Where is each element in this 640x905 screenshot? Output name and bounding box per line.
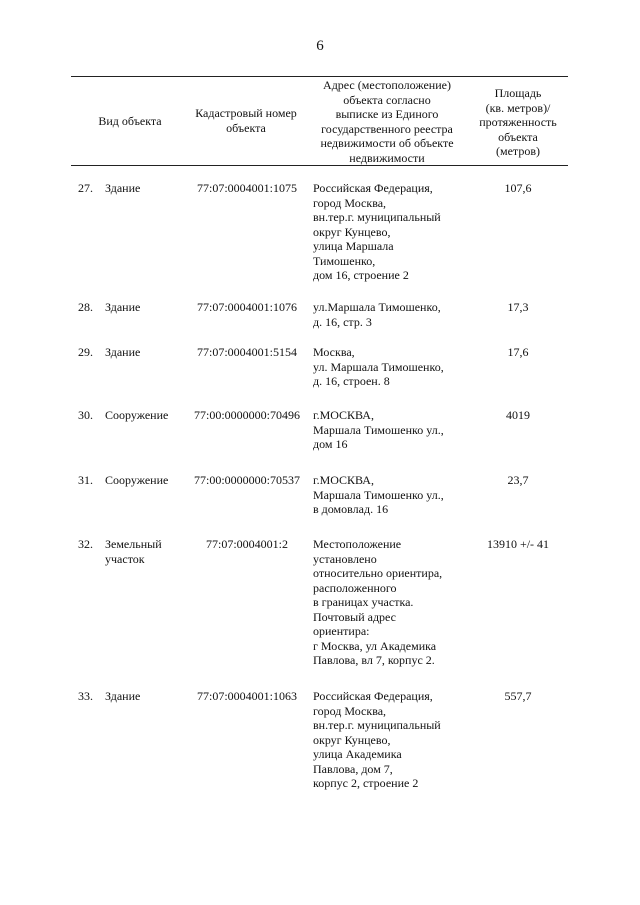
object-area: 557,7: [504, 689, 532, 703]
object-address: [313, 345, 465, 389]
header-line: государственного реестра: [321, 121, 453, 136]
header-line: (кв. метров)/: [485, 100, 551, 115]
object-area: 107,6: [504, 181, 532, 195]
address-line: г Москва, ул Академика: [313, 638, 437, 653]
object-area: 17,3: [507, 300, 529, 314]
object-type: [105, 300, 185, 315]
cadastral-number: 77:07:0004001:1076: [196, 300, 297, 314]
address-line: г.МОСКВА,: [313, 408, 374, 422]
page-number: 6: [316, 38, 324, 54]
object-address: [313, 537, 465, 668]
header-cadastral-number: [185, 106, 307, 135]
row-number: 33.: [78, 689, 93, 703]
object-type-line: Здание: [105, 689, 141, 703]
header-line: объекта согласно: [343, 92, 431, 107]
header-line: Адрес (местоположение): [323, 78, 451, 92]
address-line: вн.тер.г. муниципальный: [313, 210, 441, 224]
table-top-rule: [71, 76, 568, 77]
object-address: [313, 689, 465, 791]
object-type: [105, 408, 185, 423]
address-line: д. 16, стр. 3: [313, 314, 372, 329]
cadastral-number: 77:07:0004001:5154: [196, 345, 297, 359]
address-line: город Москва,: [313, 703, 387, 718]
object-type-line: Сооружение: [105, 473, 169, 487]
object-address: [313, 408, 465, 452]
header-line: протяженность: [479, 115, 557, 129]
address-line: Российская Федерация,: [313, 689, 433, 703]
header-address: [309, 78, 465, 165]
object-area: 4019: [506, 408, 530, 422]
address-line: город Москва,: [313, 195, 387, 210]
table-header-rule: [71, 165, 568, 166]
header-line: выписке из Единого: [335, 107, 439, 121]
object-address: [313, 300, 465, 329]
header-line: (метров): [496, 144, 540, 158]
object-type: [105, 537, 185, 566]
object-type-line: Сооружение: [105, 408, 169, 422]
object-area: 13910 +/- 41: [486, 537, 550, 551]
address-line: Почтовый адрес: [313, 609, 397, 624]
address-line: корпус 2, строение 2: [313, 776, 419, 790]
cadastral-number: 77:07:0004001:1075: [196, 181, 297, 195]
header-line: недвижимости: [349, 150, 425, 165]
object-area: 17,6: [507, 345, 529, 359]
address-line: расположенного: [313, 580, 397, 595]
address-line: д. 16, строен. 8: [313, 374, 390, 388]
address-line: округ Кунцево,: [313, 224, 391, 239]
row-number: 29.: [78, 345, 93, 359]
object-type: [105, 345, 185, 360]
object-type: [105, 473, 185, 488]
header-line: объекта: [226, 120, 266, 135]
cadastral-number: 77:07:0004001:2: [205, 537, 288, 551]
address-line: ул. Маршала Тимошенко,: [313, 359, 444, 374]
header-line: недвижимости об объекте: [320, 136, 454, 150]
address-line: г.МОСКВА,: [313, 473, 374, 487]
header-line: объекта: [498, 129, 538, 144]
object-address: [313, 181, 465, 283]
address-line: Российская Федерация,: [313, 181, 433, 195]
address-line: относительно ориентира,: [313, 566, 443, 580]
address-line: улица Академика: [313, 747, 402, 761]
address-line: улица Маршала: [313, 239, 394, 253]
address-line: Москва,: [313, 345, 355, 359]
header-line: Кадастровый номер: [195, 106, 297, 120]
cadastral-number: 77:07:0004001:1063: [196, 689, 297, 703]
object-type-line: участок: [105, 551, 145, 566]
address-line: ул.Маршала Тимошенко,: [313, 300, 441, 314]
address-line: вн.тер.г. муниципальный: [313, 718, 441, 732]
header-area: [468, 86, 568, 159]
row-number: 30.: [78, 408, 93, 422]
object-type-line: Земельный: [105, 537, 162, 551]
row-number: 28.: [78, 300, 93, 314]
header-object-type: [80, 114, 180, 129]
address-line: в границах участка.: [313, 595, 414, 609]
address-line: округ Кунцево,: [313, 732, 391, 747]
address-line: Местоположение: [313, 537, 402, 551]
row-number: 31.: [78, 473, 93, 487]
object-type: [105, 181, 185, 196]
row-number: 32.: [78, 537, 93, 551]
object-type-line: Здание: [105, 181, 141, 195]
object-type: [105, 689, 185, 704]
cadastral-number: 77:00:0000000:70537: [193, 473, 300, 487]
object-type-line: Здание: [105, 300, 141, 314]
header-line: Площадь: [494, 86, 542, 100]
address-line: в домовлад. 16: [313, 502, 389, 516]
row-number: 27.: [78, 181, 93, 195]
address-line: дом 16: [313, 437, 348, 451]
address-line: Павлова, дом 7,: [313, 761, 393, 776]
object-address: [313, 473, 465, 517]
header-line: Вид объекта: [98, 114, 162, 128]
address-line: ориентира:: [313, 624, 370, 638]
address-line: Павлова, вл 7, корпус 2.: [313, 653, 435, 667]
address-line: Маршала Тимошенко ул.,: [313, 487, 444, 502]
cadastral-number: 77:00:0000000:70496: [193, 408, 300, 422]
address-line: Маршала Тимошенко ул.,: [313, 422, 444, 437]
object-area: 23,7: [507, 473, 529, 487]
address-line: Тимошенко,: [313, 253, 376, 268]
address-line: дом 16, строение 2: [313, 268, 409, 282]
address-line: установлено: [313, 551, 377, 566]
object-type-line: Здание: [105, 345, 141, 359]
